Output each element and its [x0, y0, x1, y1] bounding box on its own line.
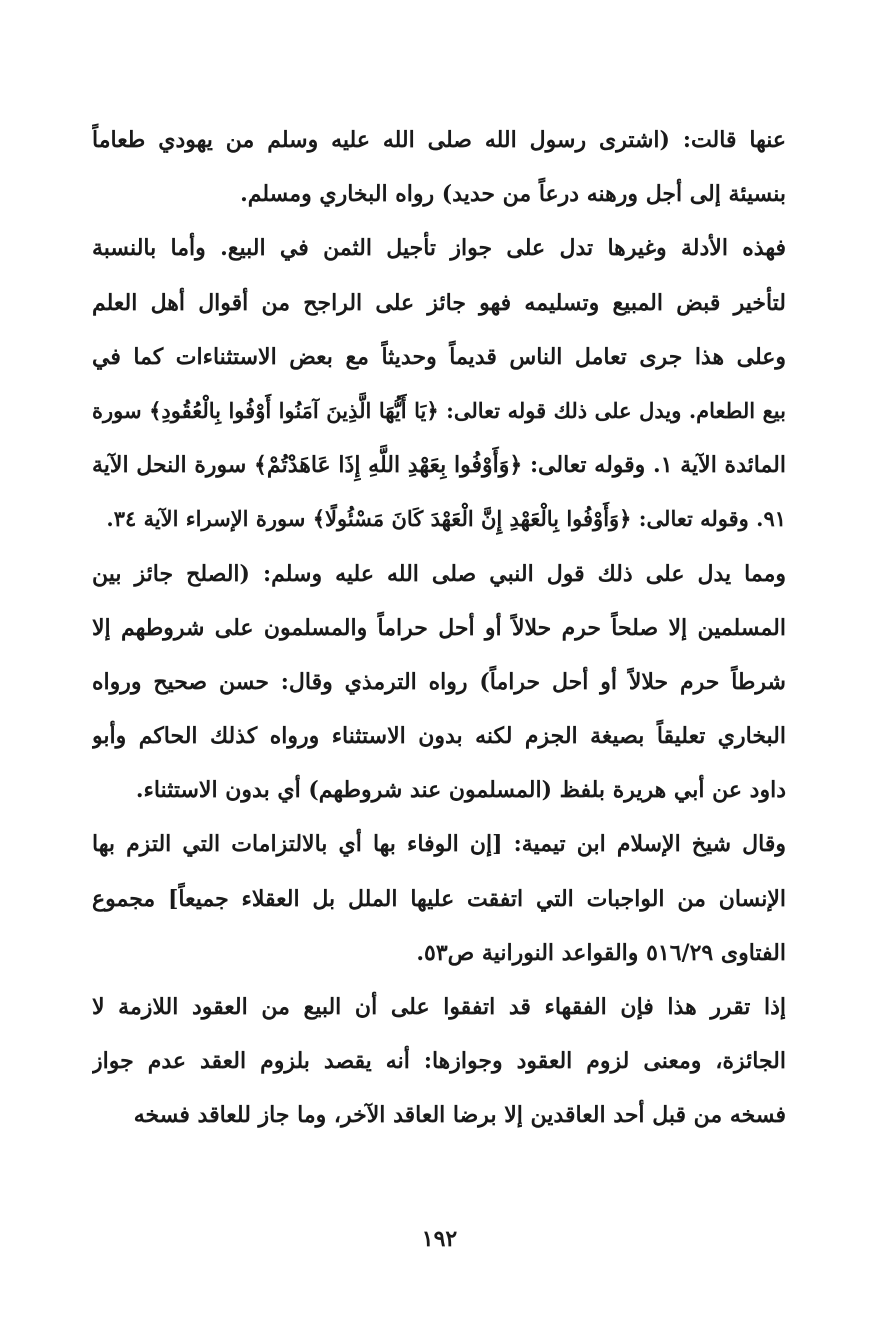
text-line: وعلى هذا جرى تعامل الناس قديماً وحديثاً مع بعض الاستثناءات كما في	[92, 343, 786, 370]
text-line: البخاري تعليقاً بصيغة الجزم لكنه بدون الاستثناء ورواه كذلك الحاكم وأبو	[92, 723, 786, 750]
text-line: المسلمين إلا صلحاً حرم حلالاً أو أحل حراماً والمسلمون على شروطهم إلا	[92, 614, 786, 641]
paragraph	[92, 113, 786, 221]
text-line: بيع الطعام. ويدل على ذلك قوله تعالى: ﴿يَا أَيُّهَا الَّذِينَ آمَنُوا أَوْفُوا بِالْعُقُودِ﴾ سورة	[92, 397, 786, 423]
text-line: ومما يدل على ذلك قول النبي صلى الله عليه وسلم: (الصلح جائز بين	[92, 560, 786, 587]
text-line: المائدة الآية ١. وقوله تعالى: ﴿وَأَوْفُوا بِعَهْدِ اللَّهِ إِذَا عَاهَدْتُمْ﴾ سورة النحل الآية	[92, 452, 786, 479]
paragraph	[92, 980, 786, 1143]
text-line: الجائزة، ومعنى لزوم العقود وجوازها: أنه يقصد بلزوم العقد عدم جواز	[92, 1048, 786, 1075]
text-line: داود عن أبي هريرة بلفظ (المسلمون عند شروطهم) أي بدون الاستثناء.	[135, 777, 786, 804]
text-line: فهذه الأدلة وغيرها تدل على جواز تأجيل الثمن في البيع. وأما بالنسبة	[92, 235, 786, 262]
text-line: عنها قالت: (اشترى رسول الله صلى الله عليه وسلم من يهودي طعاماً	[92, 127, 786, 153]
text-line: الفتاوى ٥١٦/٢٩ والقواعد النورانية ص٥٣.	[416, 939, 786, 966]
text-line: شرطاً حرم حلالاً أو أحل حراماً) رواه الترمذي وقال: حسن صحيح ورواه	[92, 668, 786, 695]
text-line: لتأخير قبض المبيع وتسليمه فهو جائز على الراجح من أقوال أهل العلم	[92, 289, 786, 316]
text-line: بنسيئة إلى أجل ورهنه درعاً من حديد) رواه البخاري ومسلم.	[240, 181, 786, 208]
page-number: ١٩٢	[421, 1226, 458, 1252]
text-line: ٩١. وقوله تعالى: ﴿وَأَوْفُوا بِالْعَهْدِ إِنَّ الْعَهْدَ كَانَ مَسْئُولًا﴾ سورة الإسراء الآية ٣٤.	[106, 506, 786, 532]
text-line: فسخه من قبل أحد العاقدين إلا برضا العاقد الآخر، وما جاز للعاقد فسخه	[133, 1102, 786, 1129]
body-text	[92, 113, 786, 1143]
paragraph	[92, 547, 786, 818]
text-line: إذا تقرر هذا فإن الفقهاء قد اتفقوا على أن البيع من العقود اللازمة لا	[92, 994, 786, 1020]
paragraph	[92, 817, 786, 980]
text-line: وقال شيخ الإسلام ابن تيمية: [إن الوفاء بها أي بالالتزامات التي التزم بها	[92, 831, 786, 858]
text-line: الإنسان من الواجبات التي اتفقت عليها الملل بل العقلاء جميعاً] مجموع	[92, 885, 786, 912]
paragraph	[92, 221, 786, 546]
